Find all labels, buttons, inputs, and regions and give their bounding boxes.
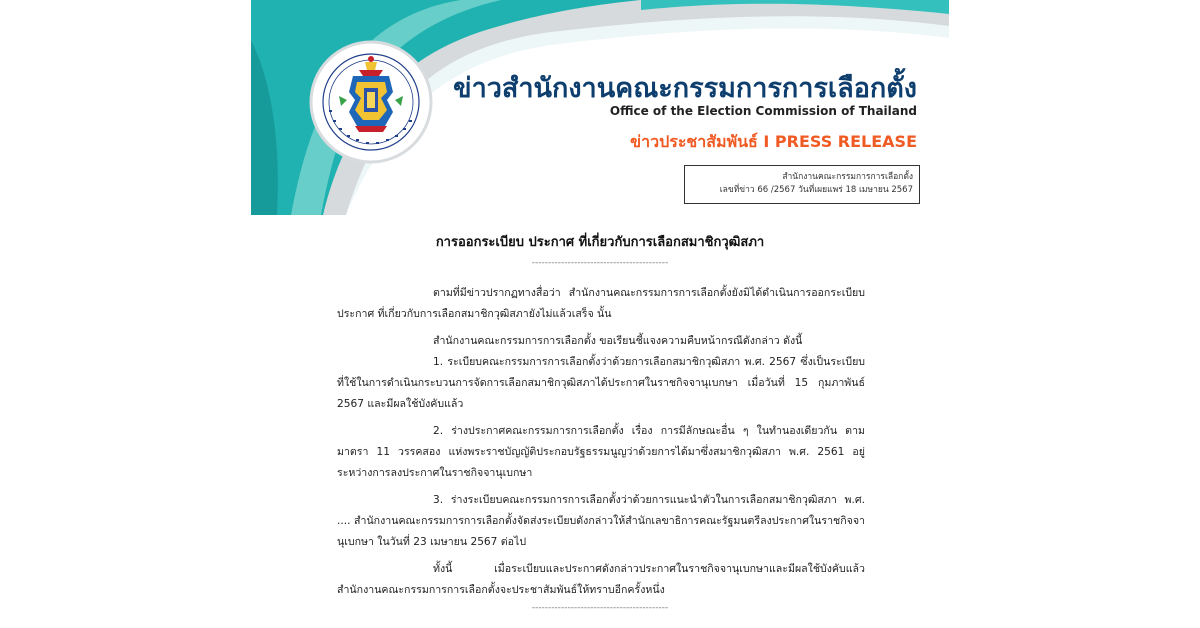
paragraph-clarification: สำนักงานคณะกรรมการการเลือกตั้ง ขอเรียนชี้แจงความคืบหน้ากรณีดังกล่าว ดังนี้ <box>433 335 803 347</box>
paragraph-conclusion: ทั้งนี้ เมื่อระเบียบและประกาศดังกล่าวประกาศในราชกิจจานุเบกษาและมีผลใช้บังคับแล้ว สำนักงานคณะกรรมการการเลือกตั้งจะประชาสัมพันธ์ให้ทราบอีกครั้งหนึ่ง <box>337 563 865 596</box>
reference-number-date: เลขที่ข่าว 66 /2567 วันที่เผยแพร่ 18 เมษายน 2567 <box>719 185 913 195</box>
reference-box <box>684 165 920 204</box>
paragraph-intro: ตามที่มีข่าวปรากฏทางสื่อว่า สำนักงานคณะกรรมการการเลือกตั้งยังมิได้ดำเนินการออกระเบียบ ประกาศ ที่เกี่ยวกับการเลือกสมาชิกวุฒิสภายังไม่แล้วเสร็จ นั้น <box>337 287 865 320</box>
top-divider: ------------------------------------------ <box>531 258 669 268</box>
paragraph-item-2: 2. ร่างประกาศคณะกรรมการการเลือกตั้ง เรื่อง การมีลักษณะอื่น ๆ ในทำนองเดียวกัน ตามมาตรา 11 วรรคสอง แห่งพระราชบัญญัติประกอบรัฐธรรมนูญว่าด้วยการได้มาซึ่งสมาชิกวุฒิสภา พ.ศ. 2561 อยู่ระหว่างการลงประกาศในราชกิจจานุเบกษา <box>337 425 865 479</box>
reference-office: สำนักงานคณะกรรมการการเลือกตั้ง <box>782 172 913 182</box>
header-title-english: Office of the Election Commission of Thailand <box>609 104 917 118</box>
article-body <box>337 283 865 607</box>
press-release-label: ข่าวประชาสัมพันธ์ I PRESS RELEASE <box>630 132 917 151</box>
paragraph-item-3: 3. ร่างระเบียบคณะกรรมการการเลือกตั้งว่าด้วยการแนะนำตัวในการเลือกสมาชิกวุฒิสภา พ.ศ. .... สำนักงานคณะกรรมการการเลือกตั้งจัดส่งระเบียบดังกล่าวให้สำนักเลขาธิการคณะรัฐมนตรีลงประกาศในราชกิจจานุเบกษา ในวันที่ 23 เมษายน 2567 ต่อไป <box>337 494 865 548</box>
press-release-sheet <box>251 0 949 628</box>
article-headline: การออกระเบียบ ประกาศ ที่เกี่ยวกับการเลือกสมาชิกวุฒิสภา <box>435 235 765 250</box>
paragraph-item-1: 1. ระเบียบคณะกรรมการการเลือกตั้งว่าด้วยการเลือกสมาชิกวุฒิสภา พ.ศ. 2567 ซึ่งเป็นระเบียบที่ใช้ในการดำเนินกระบวนการจัดการเลือกสมาชิกวุฒิสภาได้ประกาศในราชกิจจานุเบกษา เมื่อวันที่ 15 กุมภาพันธ์ 2567 และมีผลใช้บังคับแล้ว <box>337 356 865 410</box>
bottom-divider: ------------------------------------------ <box>531 603 669 613</box>
header-title-thai: ข่าวสำนักงานคณะกรรมการการเลือกตั้ง <box>453 73 917 104</box>
commission-logo <box>309 40 433 164</box>
